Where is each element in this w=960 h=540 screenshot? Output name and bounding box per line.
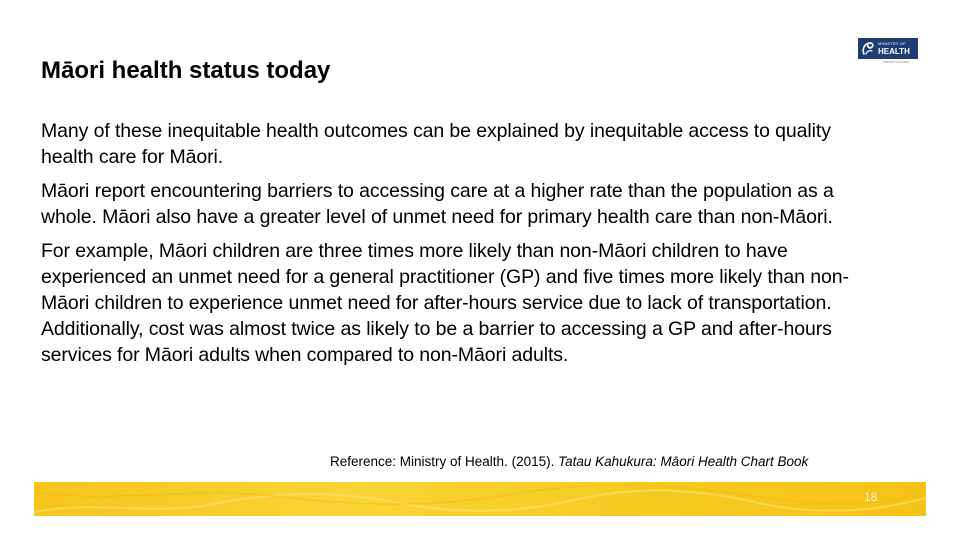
page-title: Māori health status today — [41, 57, 331, 84]
logo-subtitle: MANATŪ HAUORA — [883, 60, 910, 64]
reference-prefix: Reference: Ministry of Health. (2015). — [330, 454, 559, 469]
footer-band — [34, 482, 926, 516]
footer-pattern-graphic — [34, 482, 926, 516]
logo-text-line1: MINISTRY OF — [878, 41, 906, 46]
reference-citation — [330, 453, 808, 471]
paragraph-1: Many of these inequitable health outcomes can be explained by inequitable access to quality health care for Māori. — [41, 120, 831, 168]
reference-title: Tatau Kahukura: Māori Health Chart Book — [558, 454, 809, 469]
ministry-koru-logo-icon — [861, 41, 875, 56]
paragraph-3: For example, Māori children are three times more likely than non-Māori children to have experienced an unmet need for a general practitioner (GP) and five times more likely than non-Māori children to experience unmet need for after-hours service due to lack of transportation. Additionally, cost was almost twice as likely to be a barrier to accessing a GP and after-hours services for Māori adults when compared to non-Māori adults. — [41, 240, 849, 366]
logo-box — [858, 38, 918, 59]
ministry-of-health-logo — [858, 38, 918, 64]
paragraph-2: Māori report encountering barriers to accessing care at a higher rate than the population as a whole. Māori also have a greater level of unmet need for primary health care than non-Māori. — [41, 180, 834, 228]
page-number: 18 — [864, 490, 878, 504]
logo-text-line2: HEALTH — [878, 47, 910, 56]
body-text — [41, 118, 881, 376]
